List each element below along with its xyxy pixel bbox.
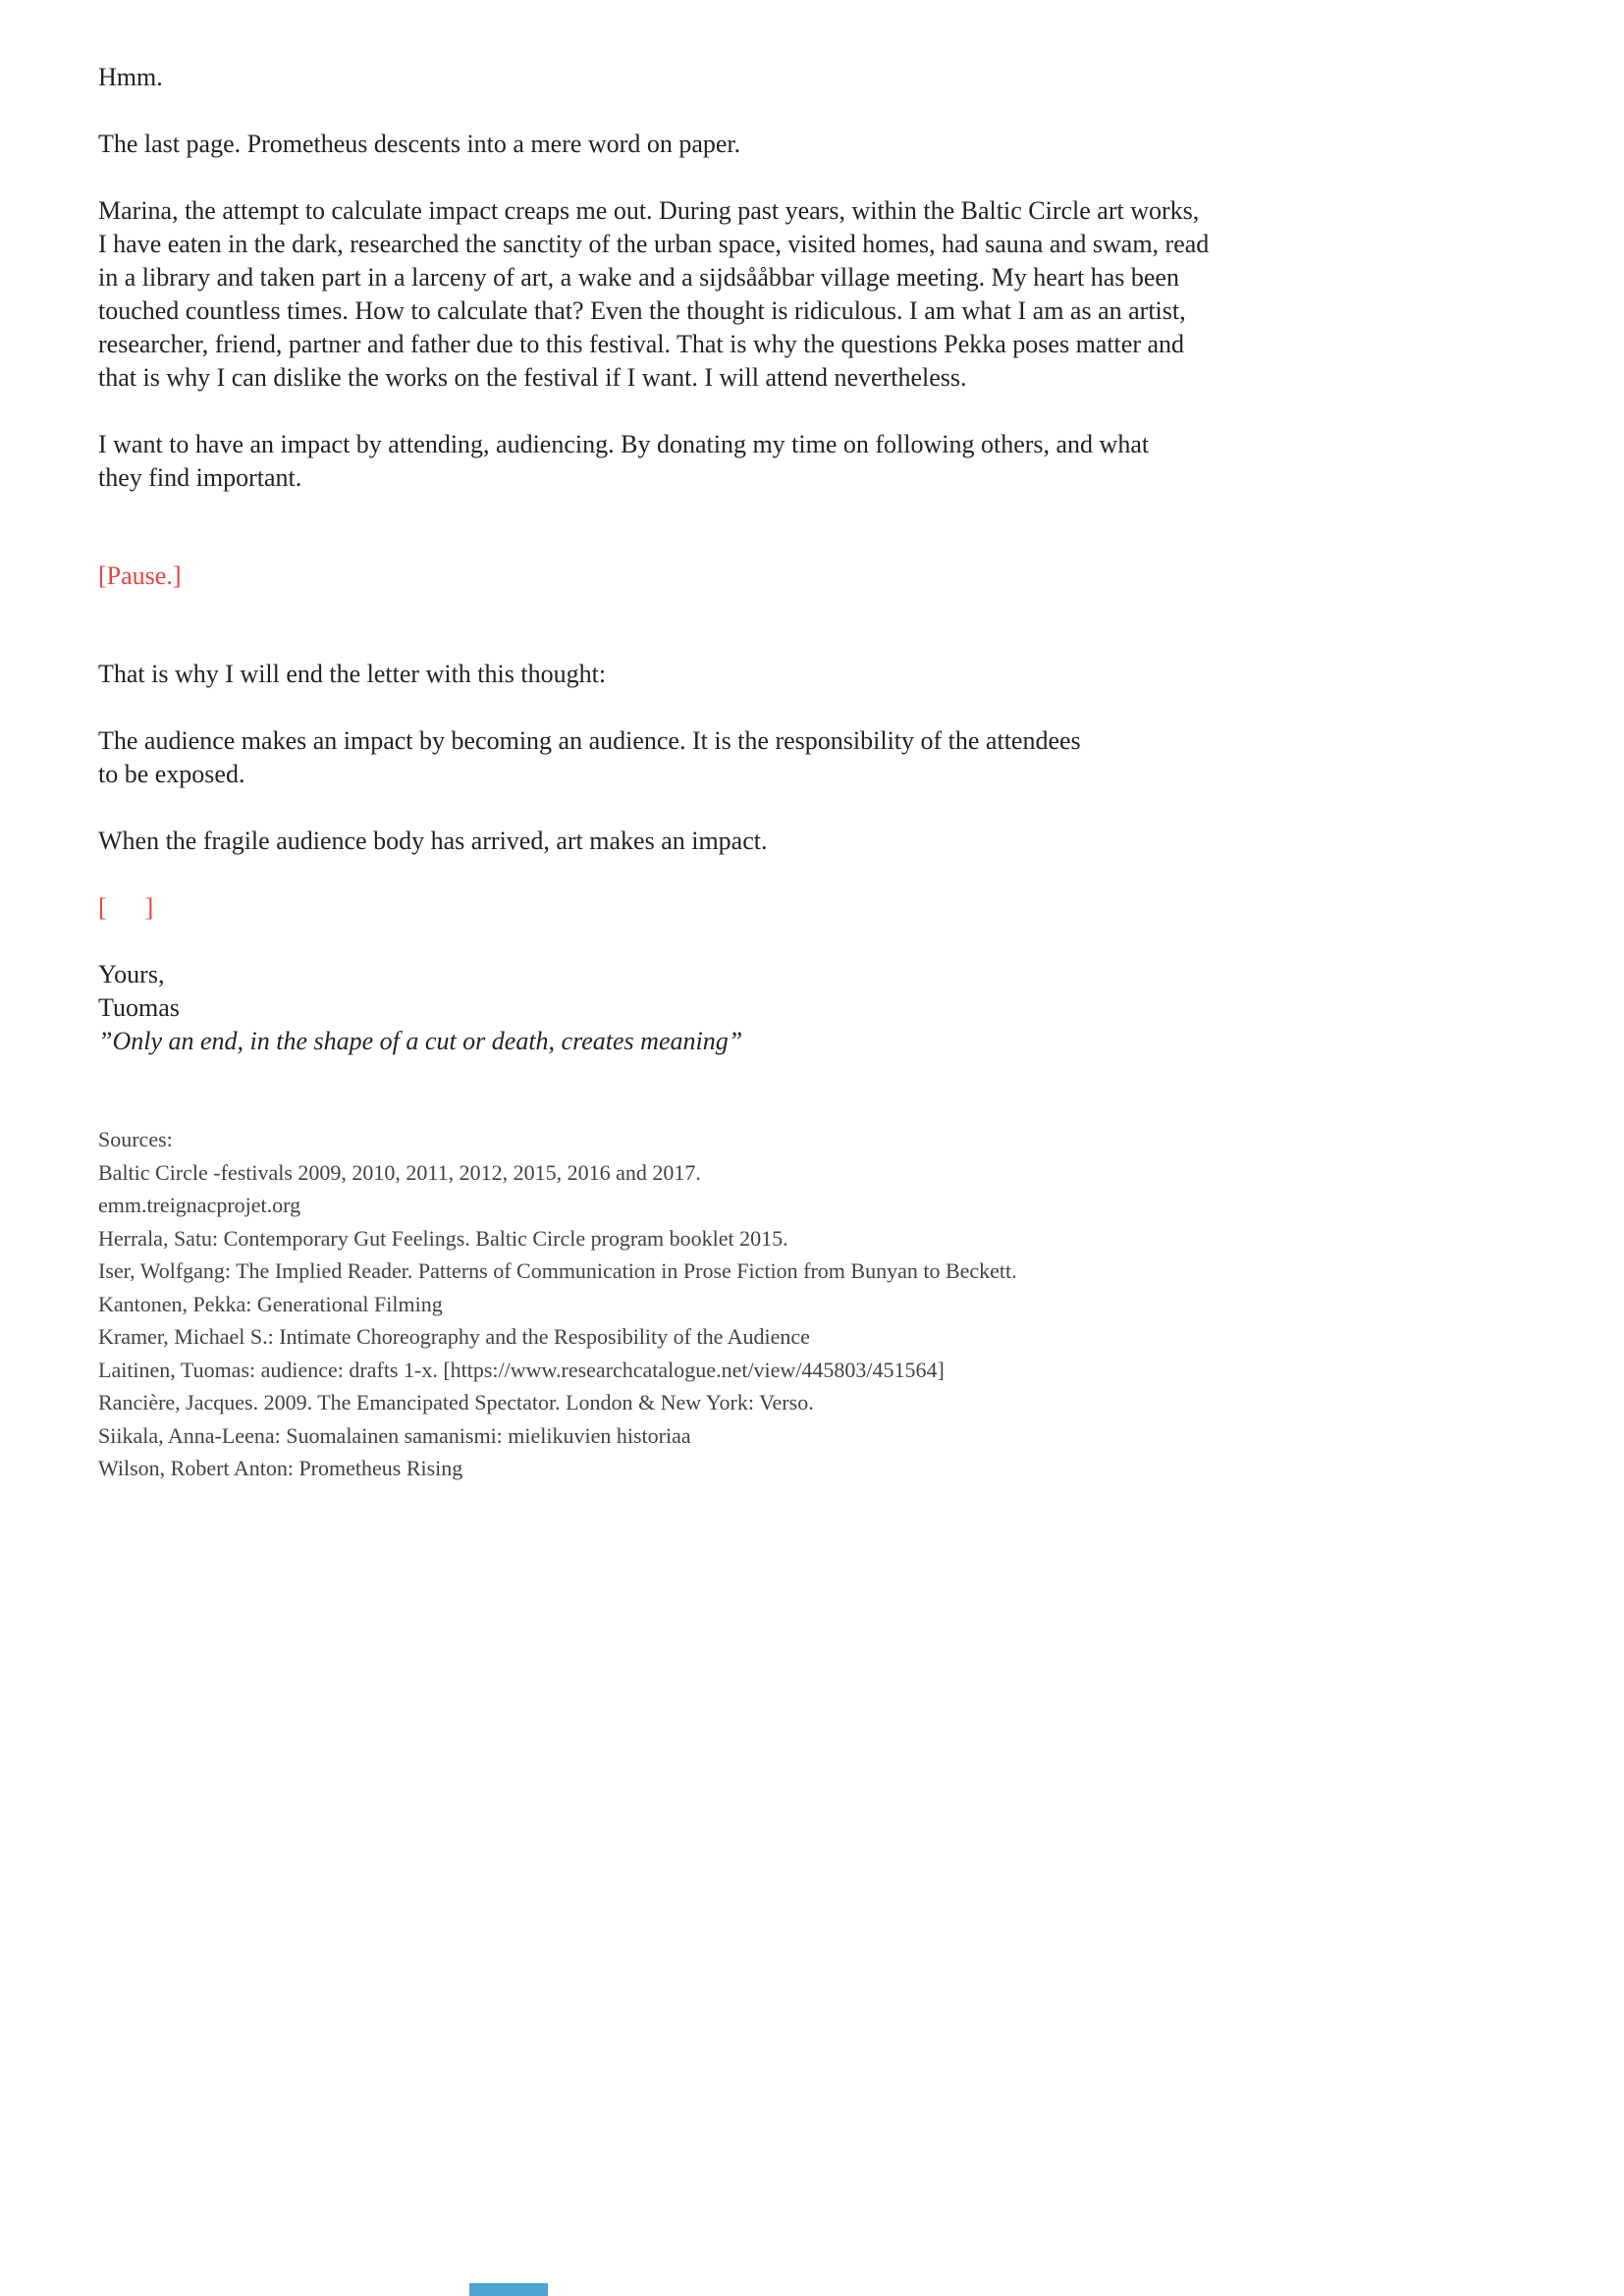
source-item: Siikala, Anna-Leena: Suomalainen samanismi: mielikuvien historiaa xyxy=(98,1422,691,1448)
paragraph-audience xyxy=(98,724,1506,791)
text-line: I have eaten in the dark, researched the sanctity of the urban space, visited homes, had sauna and swam, read xyxy=(98,230,1210,258)
pause-marker: [Pause.] xyxy=(98,561,182,590)
text-line: touched countless times. How to calculate that? Even the thought is ridiculous. I am what I am as an artist, xyxy=(98,296,1186,325)
sources-section xyxy=(98,1123,1506,1485)
source-item: Rancière, Jacques. 2009. The Emancipated Spectator. London & New York: Verso. xyxy=(98,1390,814,1415)
signature-name: Tuomas xyxy=(98,993,180,1022)
text-line: That is why I will end the letter with this thought: xyxy=(98,660,607,688)
empty-bracket-marker: [ ] xyxy=(98,893,154,922)
signature-closing: Yours, xyxy=(98,960,165,988)
source-item: Kramer, Michael S.: Intimate Choreography and the Resposibility of the Audience xyxy=(98,1324,810,1349)
text-line: they find important. xyxy=(98,463,302,492)
signature-quote: ”Only an end, in the shape of a cut or death, creates meaning” xyxy=(98,1027,743,1055)
source-item: Kantonen, Pekka: Generational Filming xyxy=(98,1291,443,1316)
text-line: The last page. Prometheus descents into a mere word on paper. xyxy=(98,130,741,158)
paragraph-hmm xyxy=(98,61,1506,94)
source-item: Baltic Circle -festivals 2009, 2010, 2011, 2012, 2015, 2016 and 2017. xyxy=(98,1159,701,1185)
source-item: Iser, Wolfgang: The Implied Reader. Patterns of Communication in Prose Fiction from Bunyan to Beckett. xyxy=(98,1258,1017,1283)
paragraph-fragile xyxy=(98,825,1506,858)
text-line: in a library and taken part in a larceny of art, a wake and a sijdsååbbar village meeting. My heart has been xyxy=(98,263,1179,292)
source-item: Herrala, Satu: Contemporary Gut Feelings. Baltic Circle program booklet 2015. xyxy=(98,1225,788,1251)
source-item: Laitinen, Tuomas: audience: drafts 1-x. [https://www.researchcatalogue.net/view/445803/451564] xyxy=(98,1357,945,1382)
text-line: that is why I can dislike the works on the festival if I want. I will attend nevertheless. xyxy=(98,363,967,392)
paragraph-last-page xyxy=(98,128,1506,161)
bottom-blue-marker xyxy=(469,2283,548,2296)
text-line: The audience makes an impact by becoming an audience. It is the responsibility of the attendees xyxy=(98,726,1081,755)
text-line: Hmm. xyxy=(98,63,163,91)
text-line: researcher, friend, partner and father due to this festival. That is why the questions Pekka poses matter and xyxy=(98,330,1185,358)
source-item: emm.treignacprojet.org xyxy=(98,1193,301,1217)
signature-block xyxy=(98,958,1506,1058)
paragraph-thought-intro xyxy=(98,658,1506,691)
text-line: I want to have an impact by attending, audiencing. By donating my time on following others, and what xyxy=(98,430,1150,458)
text-line: Marina, the attempt to calculate impact creaps me out. During past years, within the Baltic Circle art works, xyxy=(98,196,1200,225)
text-line: When the fragile audience body has arrived, art makes an impact. xyxy=(98,827,768,855)
source-item: Wilson, Robert Anton: Prometheus Rising xyxy=(98,1456,463,1480)
text-line: to be exposed. xyxy=(98,760,245,788)
sources-title: Sources: xyxy=(98,1127,173,1151)
paragraph-marina xyxy=(98,194,1506,395)
paragraph-impact xyxy=(98,428,1506,495)
